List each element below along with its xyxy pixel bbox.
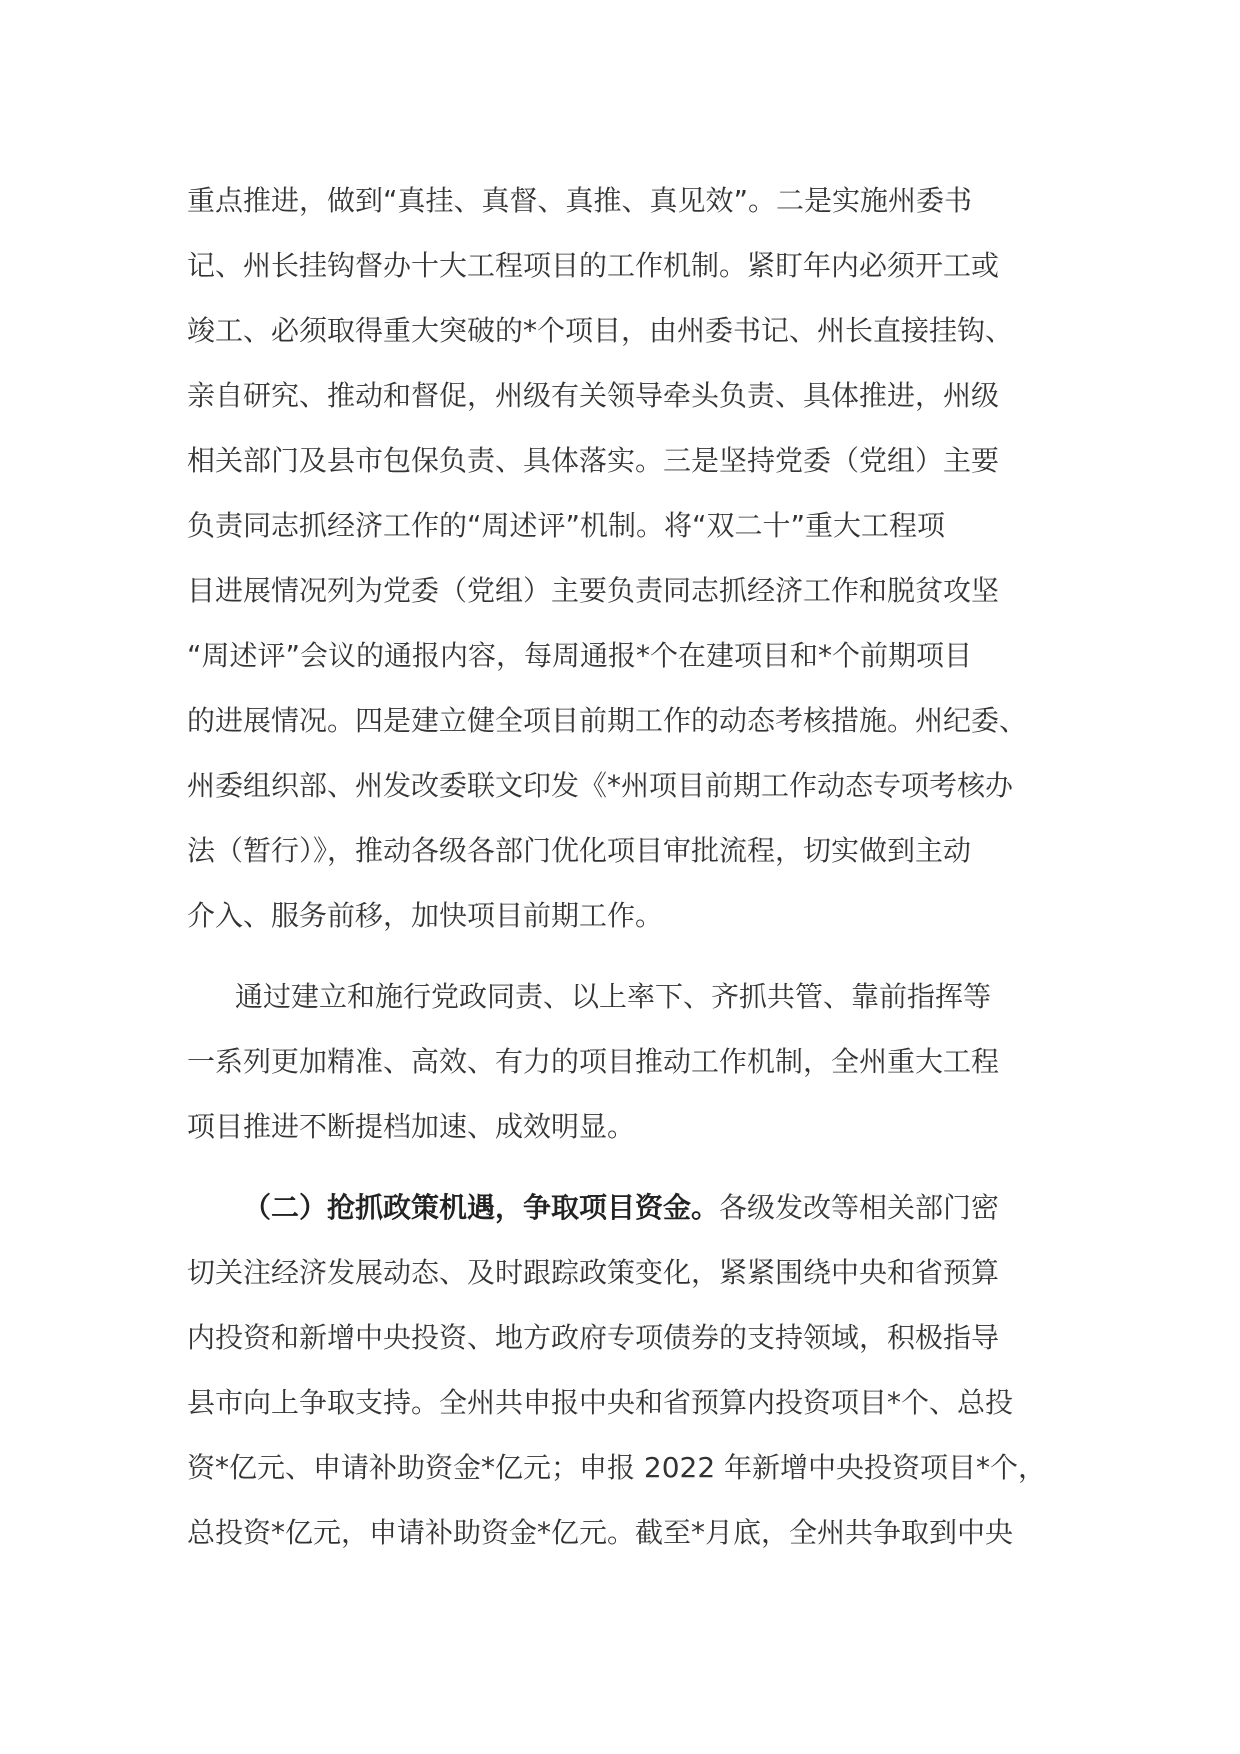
text-line: 的进展情况。四是建立健全项目前期工作的动态考核措施。州纪委、	[187, 704, 1028, 737]
text-line: 内投资和新增中央投资、地方政府专项债券的支持领域，积极指导	[187, 1321, 1000, 1354]
text-line: 介入、服务前移，加快项目前期工作。	[187, 899, 664, 932]
paragraph-policy-funding	[187, 1175, 1067, 1565]
text-line: “周述评”会议的通报内容，每周通报*个在建项目和*个前期项目	[187, 639, 973, 672]
text-line: 州委组织部、州发改委联文印发《*州项目前期工作动态专项考核办	[187, 769, 1014, 802]
text-line: 一系列更加精准、高效、有力的项目推动工作机制，全州重大工程	[187, 1045, 1000, 1078]
text-line: 亲自研究、推动和督促，州级有关领导牵头负责、具体推进，州级	[187, 379, 1000, 412]
document-body	[187, 168, 1067, 1565]
text-line: 竣工、必须取得重大突破的*个项目，由州委书记、州长直接挂钩、	[187, 314, 1014, 347]
text-line: 法（暂行）》，推动各级各部门优化项目审批流程，切实做到主动	[187, 834, 972, 867]
text-line: 项目推进不断提档加速、成效明显。	[187, 1110, 636, 1143]
text-line: 重点推进，做到“真挂、真督、真推、真见效”。二是实施州委书	[187, 184, 973, 217]
text-line: 相关部门及县市包保负责、具体落实。三是坚持党委（党组）主要	[187, 444, 1000, 477]
text-line: 资*亿元、申请补助资金*亿元；申报 2022 年新增中央投资项目*个，	[187, 1451, 1047, 1484]
text-line: 切关注经济发展动态、及时跟踪政策变化，紧紧围绕中央和省预算	[187, 1256, 1000, 1289]
text-line: 通过建立和施行党政同责、以上率下、齐抓共管、靠前指挥等	[235, 980, 992, 1013]
text-line: 负责同志抓经济工作的“周述评”机制。将“双二十”重大工程项	[187, 509, 946, 542]
text-line: 目进展情况列为党委（党组）主要负责同志抓经济工作和脱贫攻坚	[187, 574, 1000, 607]
paragraph-spacer	[187, 948, 1067, 964]
text-line	[187, 1175, 1067, 1240]
paragraph-project-mechanisms	[187, 168, 1067, 948]
paragraph-spacer	[187, 1159, 1067, 1175]
paragraph-summary	[187, 964, 1067, 1159]
text-line: 记、州长挂钩督办十大工程项目的工作机制。紧盯年内必须开工或	[187, 249, 1000, 282]
text-line: 县市向上争取支持。全州共申报中央和省预算内投资项目*个、总投	[187, 1386, 1014, 1419]
text-span: 各级发改等相关部门密	[719, 1191, 1000, 1224]
section-heading: （二）抢抓政策机遇，争取项目资金。	[243, 1191, 720, 1224]
text-line: 总投资*亿元，申请补助资金*亿元。截至*月底，全州共争取到中央	[187, 1516, 1014, 1549]
